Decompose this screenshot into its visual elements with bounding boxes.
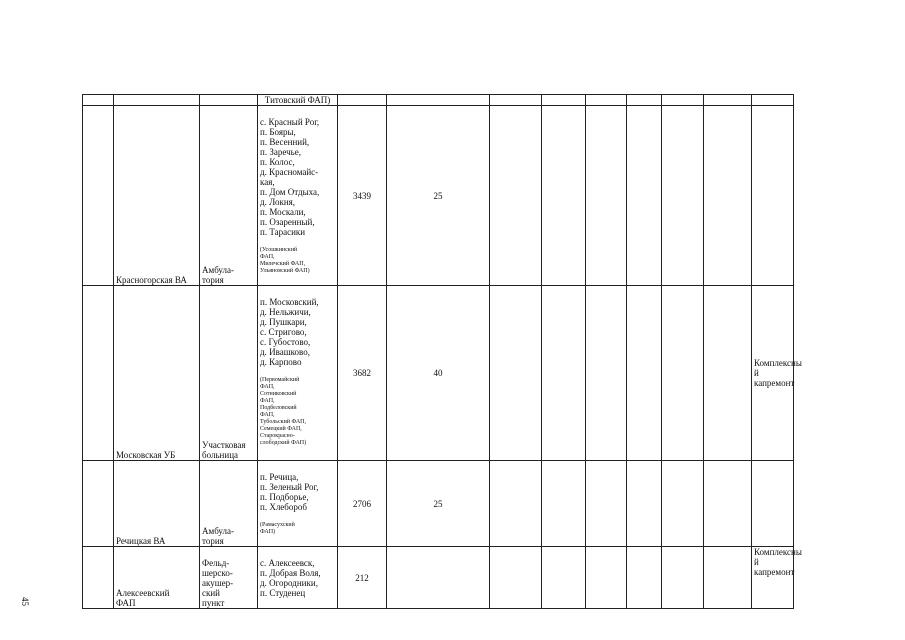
- table-row: [83, 106, 794, 286]
- facility-type: Фельд- шерско- акушер- ский пункт: [200, 547, 258, 609]
- facility-name: Московская УБ: [114, 286, 200, 461]
- settlements-cell: [258, 106, 338, 286]
- table-row: [83, 461, 794, 547]
- fap-list: (Рамасухский ФАП): [260, 522, 295, 535]
- table-row: [83, 286, 794, 461]
- settlements-tail: Титовский ФАП): [258, 95, 338, 106]
- population: 212: [338, 547, 387, 609]
- note: [752, 106, 794, 286]
- table-row-top: [83, 95, 794, 106]
- settlements-cell: [258, 547, 338, 609]
- table-row: [83, 547, 794, 609]
- fap-list: (Усошкинский ФАП, Милечский ФАП, Ульяновский ФАП): [260, 247, 310, 274]
- population: 3439: [338, 106, 387, 286]
- facilities-table: [82, 94, 802, 609]
- beds: 25: [387, 106, 490, 286]
- fap-list: (Первомайский ФАП, Сотниковский ФАП, Подбеловский ФАП, Тубольский ФАП, Семецкий ФАП, Старокрасно- слободский ФАП): [260, 377, 307, 446]
- note: Комплексны й капремонт: [752, 286, 794, 461]
- beds: [387, 547, 490, 609]
- facility-name: Красногорская ВА: [114, 106, 200, 286]
- facility-type: Амбула- тория: [200, 461, 258, 547]
- facility-name: Алексеевский ФАП: [114, 547, 200, 609]
- facility-name: Речицкая ВА: [114, 461, 200, 547]
- page-number: 45: [20, 597, 30, 606]
- beds: 25: [387, 461, 490, 547]
- settlements-cell: [258, 461, 338, 547]
- settlements-list: п. Московский, д. Нельжичи, д. Пушкари, с. Стригово, с. Губостово, д. Ивашково, д. Карпово: [260, 297, 319, 367]
- settlements-list: с. Алексеевск, п. Добрая Воля, д. Огородники, п. Студенец: [260, 558, 321, 598]
- note: Комплексны й капремонт: [752, 547, 794, 609]
- settlements-list: п. Речица, п. Зеленый Рог, п. Подборье, п. Хлебороб: [260, 472, 319, 512]
- beds: 40: [387, 286, 490, 461]
- facility-type: Участковая больница: [200, 286, 258, 461]
- settlements-cell: [258, 286, 338, 461]
- note: [752, 461, 794, 547]
- population: 3682: [338, 286, 387, 461]
- facility-type: Амбула- тория: [200, 106, 258, 286]
- population: 2706: [338, 461, 387, 547]
- settlements-list: с. Красный Рог, п. Бояры, п. Весенний, п. Заречье, п. Колос, д. Красномайс- кая, п. Дом Отдыха, д. Локня, п. Москали, п. Озаренный, п. Тарасики: [260, 117, 320, 237]
